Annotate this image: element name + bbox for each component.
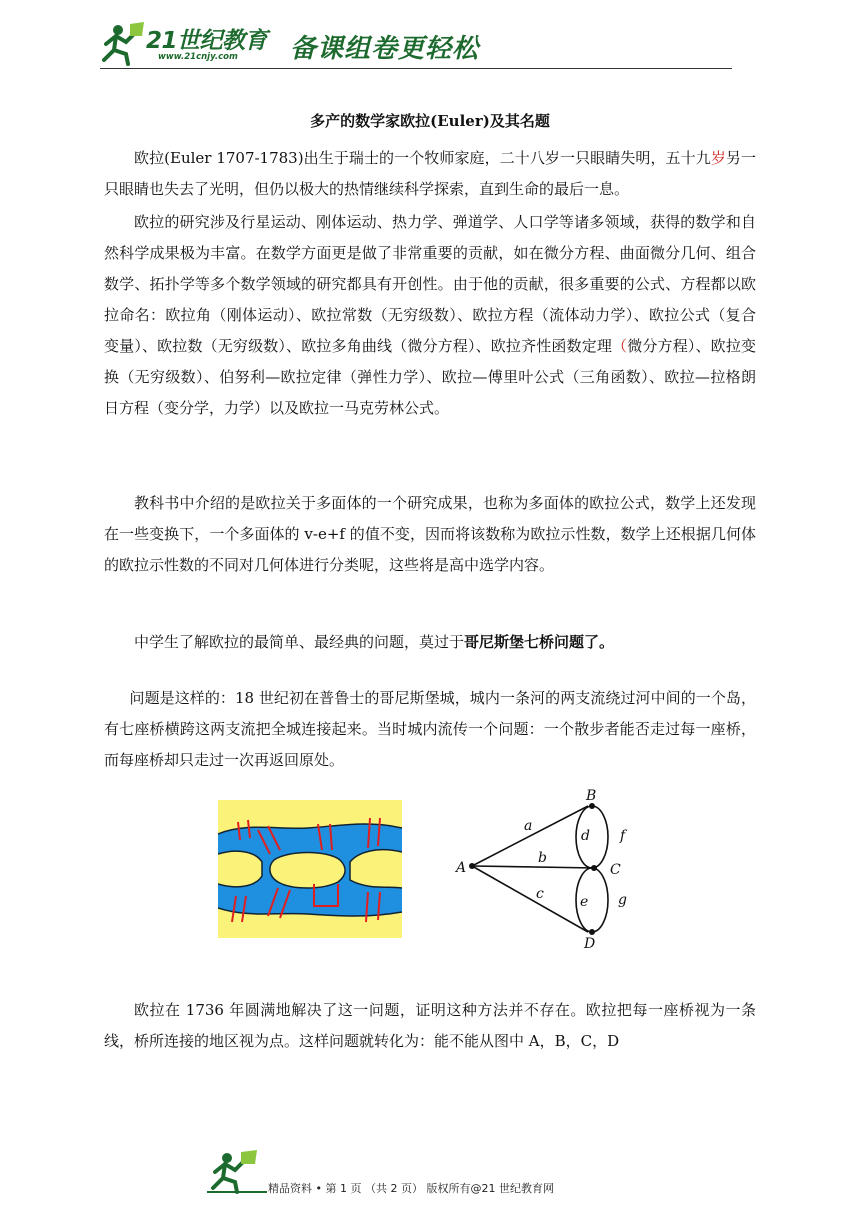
brand-url: www.21cnjy.com bbox=[158, 52, 238, 62]
paragraph-biography bbox=[104, 143, 756, 205]
node-label-C: C bbox=[610, 862, 621, 878]
node-label-A: A bbox=[456, 860, 467, 876]
konigsberg-map-figure bbox=[218, 800, 402, 938]
header-slogan: 备课组卷更轻松 bbox=[290, 34, 480, 64]
text-span: 中学生了解欧拉的最简单、最经典的问题，莫过于 bbox=[134, 633, 465, 651]
page-header bbox=[100, 18, 740, 78]
paragraph-solution: 欧拉在 1736 年圆满地解决了这一问题，证明这种方法并不存在。欧拉把每一座桥视为一条线，桥所连接的地区视为点。这样问题就转化为：能不能从图中 A，B，C，D bbox=[104, 1001, 756, 1050]
paragraph-euler-characteristic: 教科书中介绍的是欧拉关于多面体的一个研究成果，也称为多面体的欧拉公式，数学上还发现在一些变换下，一个多面体的 v-e+f 的值不变，因而将该数称为欧拉示性数，数学上还根据几何体的欧拉示性数的不同对几何体进行分类呢，这些将是高中选学内容。 bbox=[104, 494, 756, 574]
article-title: 多产的数学家欧拉(Euler)及其名题 bbox=[310, 112, 550, 130]
bold-text: 哥尼斯堡七桥问题了。 bbox=[464, 633, 615, 651]
text-span: 微分方程）、欧拉变换（无穷级数）、伯努利—欧拉定律（弹性力学）、欧拉—傅里叶公式（三角函数）、欧拉—拉格朗日方程（变分学，力学）以及欧拉一马克劳林公式。 bbox=[104, 337, 756, 417]
node-label-B: B bbox=[586, 788, 597, 804]
edge-label-a: a bbox=[524, 818, 533, 834]
text-span: 欧拉的研究涉及行星运动、刚体运动、热力学、弹道学、人口学等诸多领域，获得的数学和自然科学成果极为丰富。在数学方面更是做了非常重要的贡献，如在微分方程、曲面微分几何、组合数学、拓扑学等多个数学领域的研究都具有开创性。由于他的贡献，很多重要的公式、方程都以欧拉命名：欧拉角（刚体运动）、欧拉常数（无穷级数）、欧拉方程（流体动力学）、欧拉公式（复合变量）、欧拉数（无穷级数）、欧拉多角曲线（微分方程）、欧拉齐性函数定理 bbox=[104, 213, 756, 355]
highlight-text: 岁 bbox=[710, 149, 726, 167]
footer-runner-logo-icon bbox=[205, 1146, 269, 1194]
text-span: 欧拉(Euler 1707-1783)出生于瑞士的一个牧师家庭，二十八岁一只眼睛失明，五十九 bbox=[134, 149, 711, 167]
paragraph-problem-statement: 问题是这样的：18 世纪初在普鲁士的哥尼斯堡城，城内一条河的两支流绕过河中间的一个岛，有七座桥横跨这两支流把全城连接起来。当时城内流传一个问题：一个散步者能否走过每一座桥，而每座桥却只走过一次再返回原处。 bbox=[104, 689, 756, 769]
edge-label-b: b bbox=[538, 850, 547, 866]
node-label-D: D bbox=[584, 936, 596, 952]
paragraph-seven-bridges-intro bbox=[104, 627, 756, 658]
edge-label-f: f bbox=[620, 828, 626, 844]
header-divider bbox=[100, 68, 732, 69]
page-footer: 精品资料 • 第 1 页 （共 2 页） 版权所有@21 世纪教育网 bbox=[268, 1182, 554, 1195]
paragraph-contributions bbox=[104, 207, 756, 424]
edge-label-e: e bbox=[580, 894, 589, 910]
brand-name: 21世纪教育 bbox=[146, 28, 268, 54]
edge-label-c: c bbox=[536, 886, 544, 902]
edge-label-g: g bbox=[618, 892, 627, 908]
text-span: 另一只眼睛也失去了光明，但仍以极大的热情继续科学探索，直到生命的最后一息。 bbox=[104, 149, 756, 198]
highlight-text: （ bbox=[612, 337, 628, 355]
bridge-graph-figure bbox=[450, 786, 640, 952]
edge-label-d: d bbox=[581, 828, 590, 844]
